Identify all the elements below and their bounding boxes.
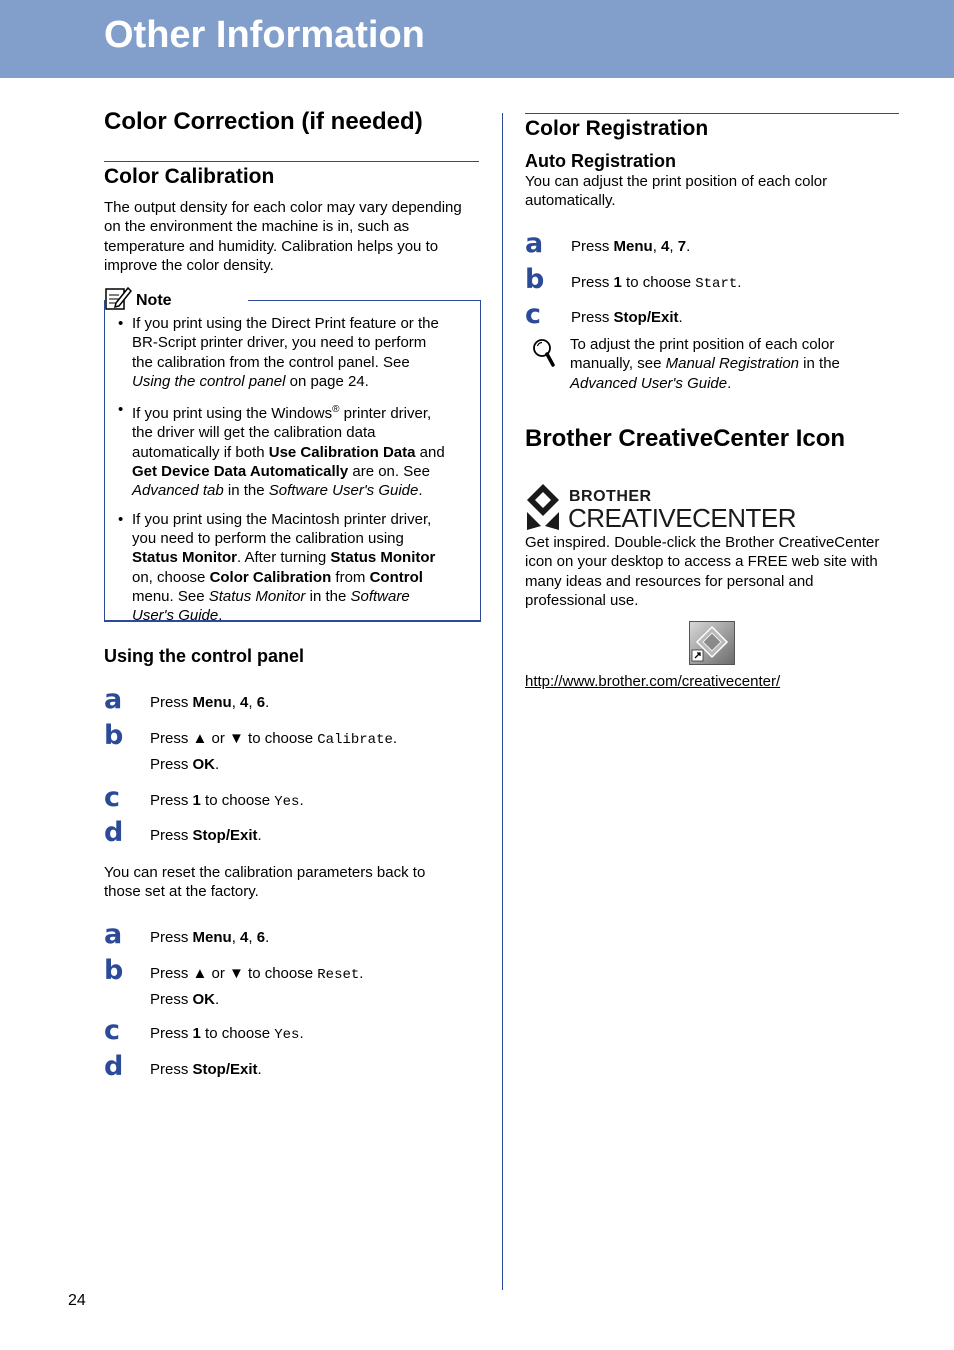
text-line: Get inspired. Double-click the Brother CreativeCenter [525,534,880,551]
step-text [571,308,683,327]
text-span: Press [150,827,193,844]
step-text [150,928,269,947]
text-span: . [218,607,223,625]
italic-ref: Software [350,587,410,605]
header-banner [0,0,954,78]
logo-name: CREATIVECENTER [568,503,796,533]
text-span: . [265,694,270,711]
text-span: manually, see [570,355,666,373]
text-line [132,568,468,587]
text-span: . [392,730,398,747]
page-title: Other Information [104,14,425,56]
creativecenter-title: Brother CreativeCenter Icon [525,425,846,452]
text-span: , [248,694,257,711]
magnifier-icon [531,337,557,369]
key-label: 6 [256,929,266,946]
step-letter: d [104,1051,124,1082]
creativecenter-text [525,533,910,610]
text-line: the calibration from the control panel. See [132,353,410,371]
text-span: and [415,443,445,461]
step-text [150,791,304,812]
text-span: . [215,756,220,773]
text-span: printer driver, [339,405,432,423]
text-span: , [248,929,257,946]
text-span: . [418,482,423,500]
text-line [570,374,900,393]
lcd-text: Start [695,276,738,292]
step-letter: c [104,1015,121,1046]
text-span: , [669,238,678,255]
text-span: on page 24. [285,372,369,390]
step-text [571,273,741,294]
text-span: to choose [200,792,275,809]
step-text [150,693,269,712]
step-text [150,990,219,1009]
step-letter: d [104,817,124,848]
text-span: to choose [200,1025,275,1042]
text-line [570,354,900,373]
text-line: icon on your desktop to access a FREE web site with [525,553,878,571]
registered-mark: ® [332,404,340,416]
step-text [150,826,262,845]
text-span: . [359,965,364,982]
text-span: . [727,374,732,392]
text-span: in the [305,587,351,605]
key-label: 6 [256,694,266,711]
text-span: . [678,309,683,326]
text-span: automatically if both [132,443,269,461]
step-letter: c [104,782,121,813]
text-span: Press [150,1025,193,1042]
tip-text [570,335,900,393]
text-span: Press [150,929,193,946]
lcd-text: Calibrate [317,732,393,748]
key-label: 1 [613,274,622,291]
bold-term: Control [369,568,423,586]
step-text [150,755,219,774]
key-label: 1 [192,792,201,809]
text-span: Press [571,309,614,326]
text-span: , [231,929,241,946]
page-number: 24 [68,1292,86,1309]
note-top-rule [248,300,480,301]
text-line [132,481,468,500]
text-line [132,587,468,606]
italic-ref: Manual Registration [665,355,800,373]
key-label: 4 [240,929,249,946]
step-letter: b [104,720,124,751]
text-line: professional use. [525,591,639,609]
key-label: Stop/Exit [192,827,258,844]
text-span: in the [799,355,840,373]
text-span: . [299,792,304,809]
key-label: Menu [613,238,653,255]
text-span: Press [150,1061,193,1078]
text-span: Press [150,792,193,809]
text-span: Press [150,694,193,711]
text-line: those set at the factory. [104,883,259,901]
text-line [132,372,468,391]
note-item [118,400,468,500]
text-line: automatically. [525,192,616,210]
logo-brand: BROTHER [569,488,652,505]
text-line: many ideas and resources for personal and [525,572,814,590]
step-letter: c [525,299,542,330]
text-line [132,400,468,423]
text-span: on, choose [132,568,210,586]
text-line: improve the color density. [104,256,274,274]
text-line: • If you print using the Macintosh printer driver, [132,510,432,528]
calibration-intro [104,198,484,275]
creativecenter-link[interactable]: http://www.brother.com/creativecenter/ [525,673,781,690]
text-span: from [331,568,370,586]
step-text [150,1060,262,1079]
italic-ref: Advanced tab [132,482,224,500]
bold-term: Status Monitor [132,549,237,567]
text-line: To adjust the print position of each color [570,336,835,353]
key-label: 7 [677,238,687,255]
text-line: You can adjust the print position of each color [525,173,828,190]
text-line [132,462,468,481]
control-panel-title: Using the control panel [104,646,305,666]
key-label: Menu [192,929,232,946]
text-span: Press ▲ or ▼ to choose [150,730,318,747]
text-line: temperature and humidity. Calibration helps you to [104,237,439,255]
reset-intro [104,863,484,902]
note-item [118,314,468,391]
text-line: • If you print using the Direct Print feature or the [132,315,439,332]
section-title: Color Correction (if needed) [104,108,423,135]
text-span: , [652,238,662,255]
step-letter: a [525,228,544,259]
text-span: Press ▲ or ▼ to choose [150,965,318,982]
text-span: If you print using the Windows [132,405,333,423]
step-text [150,729,397,750]
text-line: The output density for each color may vary depending [104,199,462,216]
auto-intro [525,172,905,211]
text-span: Press [150,756,193,773]
divider [525,113,899,114]
italic-ref: Status Monitor [208,587,306,605]
key-label: 4 [240,694,249,711]
step-letter: a [104,684,123,715]
note-item [118,510,468,626]
text-span: , [231,694,241,711]
text-span: Press [150,991,193,1008]
step-text [150,1024,304,1045]
italic-ref: Advanced User's Guide [570,374,728,392]
note-label: Note [136,292,172,309]
note-list [118,314,468,625]
key-label: 4 [661,238,670,255]
bold-term: Color Calibration [209,568,332,586]
text-line: on the environment the machine is in, such as [104,218,410,236]
lcd-text: Yes [274,1027,300,1043]
key-label: 1 [192,1025,201,1042]
key-label: Stop/Exit [613,309,679,326]
text-line [132,548,468,567]
text-span: menu. See [132,587,209,605]
divider [104,161,479,162]
step-letter: b [104,955,124,986]
italic-ref: Software User's Guide [268,482,419,500]
key-label: Stop/Exit [192,1061,258,1078]
auto-registration-title: Auto Registration [525,151,676,171]
bold-term: Get Device Data Automatically [132,463,349,481]
text-span: . [686,238,691,255]
text-span: . [215,991,220,1008]
text-span: . After turning [237,549,331,567]
creativecenter-logo-icon [525,484,561,530]
key-label: Menu [192,694,232,711]
text-span: Press [571,238,614,255]
text-span: . [299,1025,304,1042]
text-span: in the [223,482,269,500]
note-pencil-icon [104,285,132,311]
registration-title: Color Registration [525,117,709,140]
text-span: . [257,1061,262,1078]
bold-term: Use Calibration Data [268,443,416,461]
text-line: You can reset the calibration parameters back to [104,864,426,881]
text-span: . [257,827,262,844]
text-line [132,443,468,462]
lcd-text: Yes [274,794,300,810]
key-label: OK [192,756,216,773]
italic-ref: User's Guide [132,607,219,625]
text-line [132,606,468,625]
italic-ref: Using the control panel [132,372,286,390]
key-label: OK [192,991,216,1008]
text-line: the driver will get the calibration data [132,424,376,442]
text-span: are on. See [348,463,430,481]
step-letter: a [104,919,123,950]
text-line: BR-Script printer driver, you need to perform [132,334,427,352]
lcd-text: Reset [317,967,360,983]
bold-term: Status Monitor [330,549,436,567]
desktop-shortcut-icon[interactable] [689,621,735,665]
column-divider [502,113,503,1290]
step-text [571,237,690,256]
text-span: . [265,929,270,946]
text-span: . [737,274,742,291]
calibration-title: Color Calibration [104,165,275,188]
step-letter: b [525,264,545,295]
text-span: Press [571,274,614,291]
text-span: to choose [621,274,696,291]
text-line: you need to perform the calibration using [132,529,404,547]
step-text [150,964,363,985]
